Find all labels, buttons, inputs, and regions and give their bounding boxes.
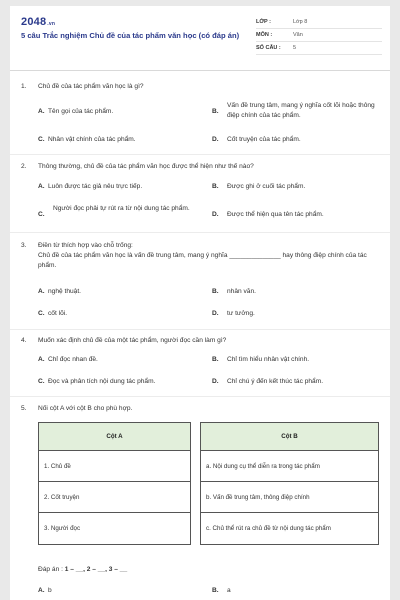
- option-text: Tên gọi của tác phẩm.: [48, 108, 114, 115]
- option-text: a: [227, 587, 231, 594]
- option-letter: B.: [212, 288, 219, 295]
- answer-blanks: 1 – __, 2 – __, 3 – __: [64, 566, 128, 573]
- option-letter: D.: [212, 211, 219, 218]
- question-number: 4.: [21, 337, 27, 344]
- option-letter: C.: [38, 211, 45, 218]
- question-number: 3.: [21, 242, 27, 249]
- option-letter: A.: [38, 183, 45, 190]
- table-row: 1. Chủ đề: [39, 451, 190, 482]
- option-letter: A.: [38, 587, 45, 594]
- option-text: Cốt truyện của tác phẩm.: [227, 136, 301, 143]
- table-header: Cột B: [201, 423, 378, 451]
- worksheet-page: [10, 6, 390, 600]
- option-letter: D.: [212, 378, 219, 385]
- option-letter: B.: [212, 108, 219, 115]
- meta-key: SỐ CÂU :: [256, 45, 281, 51]
- option-text: Được ghi ở cuối tác phẩm.: [227, 183, 306, 190]
- question-divider: [10, 232, 390, 233]
- meta-key: MÔN :: [256, 32, 273, 38]
- option-text: Người đọc phải tự rút ra từ nội dung tác phẩm.: [53, 205, 190, 212]
- table-row: a. Nội dung cụ thể diễn ra trong tác phẩm: [201, 451, 378, 482]
- site-logo[interactable]: 2048.vn: [21, 16, 56, 28]
- question-text: Muốn xác định chủ đề của một tác phẩm, người đọc cần làm gì?: [38, 337, 227, 344]
- option-letter: C.: [38, 136, 45, 143]
- option-text: Nhân vật chính của tác phẩm.: [48, 136, 136, 143]
- question-number: 5.: [21, 405, 27, 412]
- header-divider: [10, 70, 390, 71]
- option-letter: B.: [212, 183, 219, 190]
- option-text: b: [48, 587, 52, 594]
- column-b-table: [200, 422, 379, 545]
- option-letter: B.: [212, 356, 219, 363]
- option-text: Chỉ chú ý đến kết thúc tác phẩm.: [227, 378, 324, 385]
- meta-count: [256, 42, 382, 55]
- table-row: 3. Người đọc: [44, 525, 81, 532]
- option-letter: A.: [38, 288, 45, 295]
- meta-subject: [256, 29, 382, 42]
- option-letter: C.: [38, 378, 45, 385]
- option-letter: B.: [212, 587, 219, 594]
- meta-value: Lớp 8: [293, 19, 308, 25]
- column-a-table: [38, 422, 191, 545]
- meta-info: [256, 16, 382, 55]
- question-number: 1.: [21, 83, 27, 90]
- option-text: Chỉ tìm hiểu nhân vật chính.: [227, 356, 310, 363]
- option-text: Vấn đề trung tâm, mang ý nghĩa cốt lõi hoặc thông điệp chính của tác phẩm.: [227, 102, 375, 119]
- question-divider: [10, 396, 390, 397]
- option-letter: D.: [212, 310, 219, 317]
- header: [10, 6, 390, 72]
- option-text: Chỉ đọc nhan đề.: [48, 356, 98, 363]
- question-text: Thông thường, chủ đề của tác phẩm văn học được thể hiện như thế nào?: [38, 163, 254, 170]
- option-letter: A.: [38, 356, 45, 363]
- question-number: 2.: [21, 163, 27, 170]
- meta-value: Văn: [293, 32, 303, 38]
- option-letter: A.: [38, 108, 45, 115]
- option-letter: C.: [38, 310, 45, 317]
- table-header: Cột A: [39, 423, 190, 451]
- option-text: nghệ thuật.: [48, 288, 81, 295]
- option-text: tư tưởng.: [227, 310, 255, 317]
- option-text: Đọc và phân tích nội dung tác phẩm.: [48, 378, 156, 385]
- question-text: Điền từ thích hợp vào chỗ trống:: [38, 242, 133, 249]
- answer-line: [38, 566, 127, 573]
- option-text: Luôn được tác giả nêu trực tiếp.: [48, 183, 143, 190]
- option-text: Được thể hiện qua tên tác phẩm.: [227, 211, 324, 218]
- table-row: 2. Cốt truyện: [39, 482, 190, 513]
- table-row: c. Chủ thể rút ra chủ đề từ nội dung tác phẩm: [206, 525, 331, 532]
- meta-key: LỚP :: [256, 19, 271, 25]
- meta-grade: [256, 16, 382, 29]
- option-text: nhân văn.: [227, 288, 256, 295]
- meta-value: 5: [293, 45, 297, 51]
- page-title: 5 câu Trắc nghiệm Chủ đề của tác phẩm văn học (có đáp án): [21, 31, 240, 40]
- question-text: Chủ đề của tác phẩm văn học là vấn đề trung tâm, mang ý nghĩa ______________ hay thông điệp chính của tác phẩm.: [38, 252, 367, 269]
- question-text: Nối cột A với cột B cho phù hợp.: [38, 405, 133, 412]
- option-letter: D.: [212, 136, 219, 143]
- question-text: Chủ đề của tác phẩm văn học là gì?: [38, 83, 144, 90]
- option-text: cốt lõi.: [48, 310, 68, 317]
- question-divider: [10, 329, 390, 330]
- question-divider: [10, 154, 390, 155]
- answer-label: Đáp án :: [38, 566, 63, 573]
- table-row: b. Vấn đề trung tâm, thông điệp chính: [201, 482, 378, 513]
